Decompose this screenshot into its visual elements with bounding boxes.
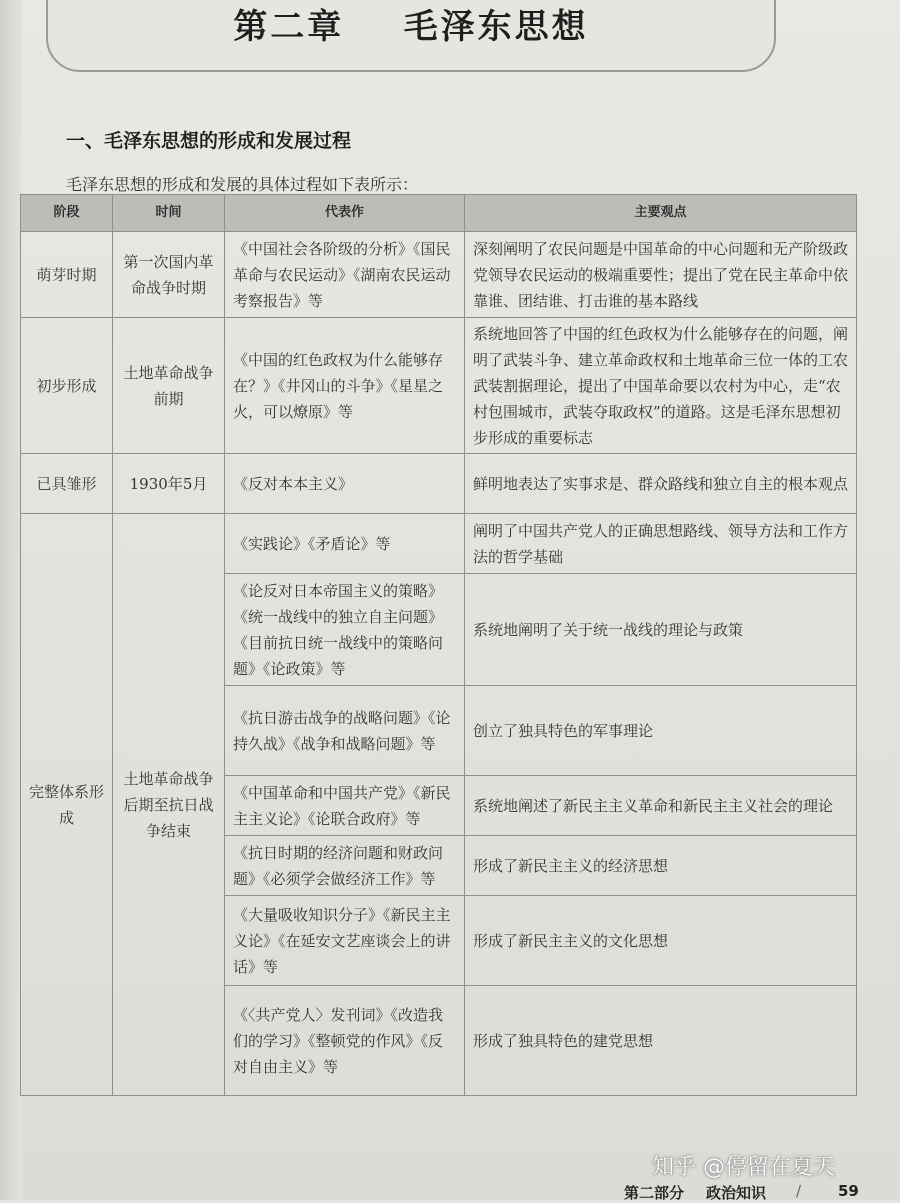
time-cell: 土地革命战争前期 bbox=[113, 318, 225, 454]
views-cell: 系统地阐明了关于统一战线的理论与政策 bbox=[465, 574, 857, 686]
views-cell: 深刻阐明了农民问题是中国革命的中心问题和无产阶级政党领导农民运动的极端重要性；提出了党在民主革命中依靠谁、团结谁、打击谁的基本路线 bbox=[465, 232, 857, 318]
section-heading: 一、毛泽东思想的形成和发展过程 bbox=[66, 130, 352, 152]
formation-table bbox=[20, 194, 857, 1096]
footer-subject: 政治知识 bbox=[706, 1184, 767, 1202]
works-cell: 《中国社会各阶级的分析》《国民革命与农民运动》《湖南农民运动考察报告》等 bbox=[225, 232, 465, 318]
works-cell: 《实践论》《矛盾论》等 bbox=[225, 514, 465, 574]
chapter-title: 第二章 毛泽东思想 bbox=[233, 7, 589, 47]
time-cell: 第一次国内革命战争时期 bbox=[113, 232, 225, 318]
table-row bbox=[21, 318, 857, 454]
table-row bbox=[21, 232, 857, 318]
views-cell: 创立了独具特色的军事理论 bbox=[465, 686, 857, 776]
table-header-row bbox=[21, 195, 857, 232]
works-cell: 《〈共产党人〉发刊词》《改造我们的学习》《整顿党的作风》《反对自由主义》等 bbox=[225, 986, 465, 1096]
table-row bbox=[21, 514, 857, 574]
stage-cell: 完整体系形成 bbox=[21, 514, 113, 1096]
views-cell: 形成了独具特色的建党思想 bbox=[465, 986, 857, 1096]
page-number: 59 bbox=[838, 1182, 859, 1200]
works-cell: 《中国的红色政权为什么能够存在？》《井冈山的斗争》《星星之火，可以燎原》等 bbox=[225, 318, 465, 454]
footer-part: 第二部分 bbox=[624, 1184, 685, 1202]
stage-cell: 初步形成 bbox=[21, 318, 113, 454]
views-cell: 系统地阐述了新民主主义革命和新民主主义社会的理论 bbox=[465, 776, 857, 836]
page-binding-edge bbox=[0, 0, 22, 1200]
header-time: 时间 bbox=[113, 195, 225, 232]
works-cell: 《反对本本主义》 bbox=[225, 454, 465, 514]
views-cell: 阐明了中国共产党人的正确思想路线、领导方法和工作方法的哲学基础 bbox=[465, 514, 857, 574]
page-footer bbox=[600, 1182, 900, 1200]
section-intro: 毛泽东思想的形成和发展的具体过程如下表所示： bbox=[66, 175, 419, 194]
table-row bbox=[21, 454, 857, 514]
header-works: 代表作 bbox=[225, 195, 465, 232]
works-cell: 《大量吸收知识分子》《新民主主义论》《在延安文艺座谈会上的讲话》等 bbox=[225, 896, 465, 986]
works-cell: 《论反对日本帝国主义的策略》《统一战线中的独立自主问题》《目前抗日统一战线中的策略问题》《论政策》等 bbox=[225, 574, 465, 686]
works-cell: 《抗日时期的经济问题和财政问题》《必须学会做经济工作》等 bbox=[225, 836, 465, 896]
views-cell: 鲜明地表达了实事求是、群众路线和独立自主的根本观点 bbox=[465, 454, 857, 514]
header-views: 主要观点 bbox=[465, 195, 857, 232]
views-cell: 形成了新民主主义的经济思想 bbox=[465, 836, 857, 896]
stage-cell: 已具雏形 bbox=[21, 454, 113, 514]
works-cell: 《抗日游击战争的战略问题》《论持久战》《战争和战略问题》等 bbox=[225, 686, 465, 776]
time-cell: 土地革命战争后期至抗日战争结束 bbox=[113, 514, 225, 1096]
views-cell: 系统地回答了中国的红色政权为什么能够存在的问题，阐明了武装斗争、建立革命政权和土地革命三位一体的工农武装割据理论，提出了中国革命要以农村为中心，走“农村包围城市，武装夺取政权”的道路。这是毛泽东思想初步形成的重要标志 bbox=[465, 318, 857, 454]
chapter-banner bbox=[46, 0, 776, 72]
header-stage: 阶段 bbox=[21, 195, 113, 232]
footer-separator: / bbox=[796, 1182, 802, 1200]
stage-cell: 萌芽时期 bbox=[21, 232, 113, 318]
time-cell: 1930年5月 bbox=[113, 454, 225, 514]
views-cell: 形成了新民主主义的文化思想 bbox=[465, 896, 857, 986]
works-cell: 《中国革命和中国共产党》《新民主主义论》《论联合政府》等 bbox=[225, 776, 465, 836]
zhihu-watermark: 知乎 @停留在夏天 bbox=[652, 1155, 835, 1180]
